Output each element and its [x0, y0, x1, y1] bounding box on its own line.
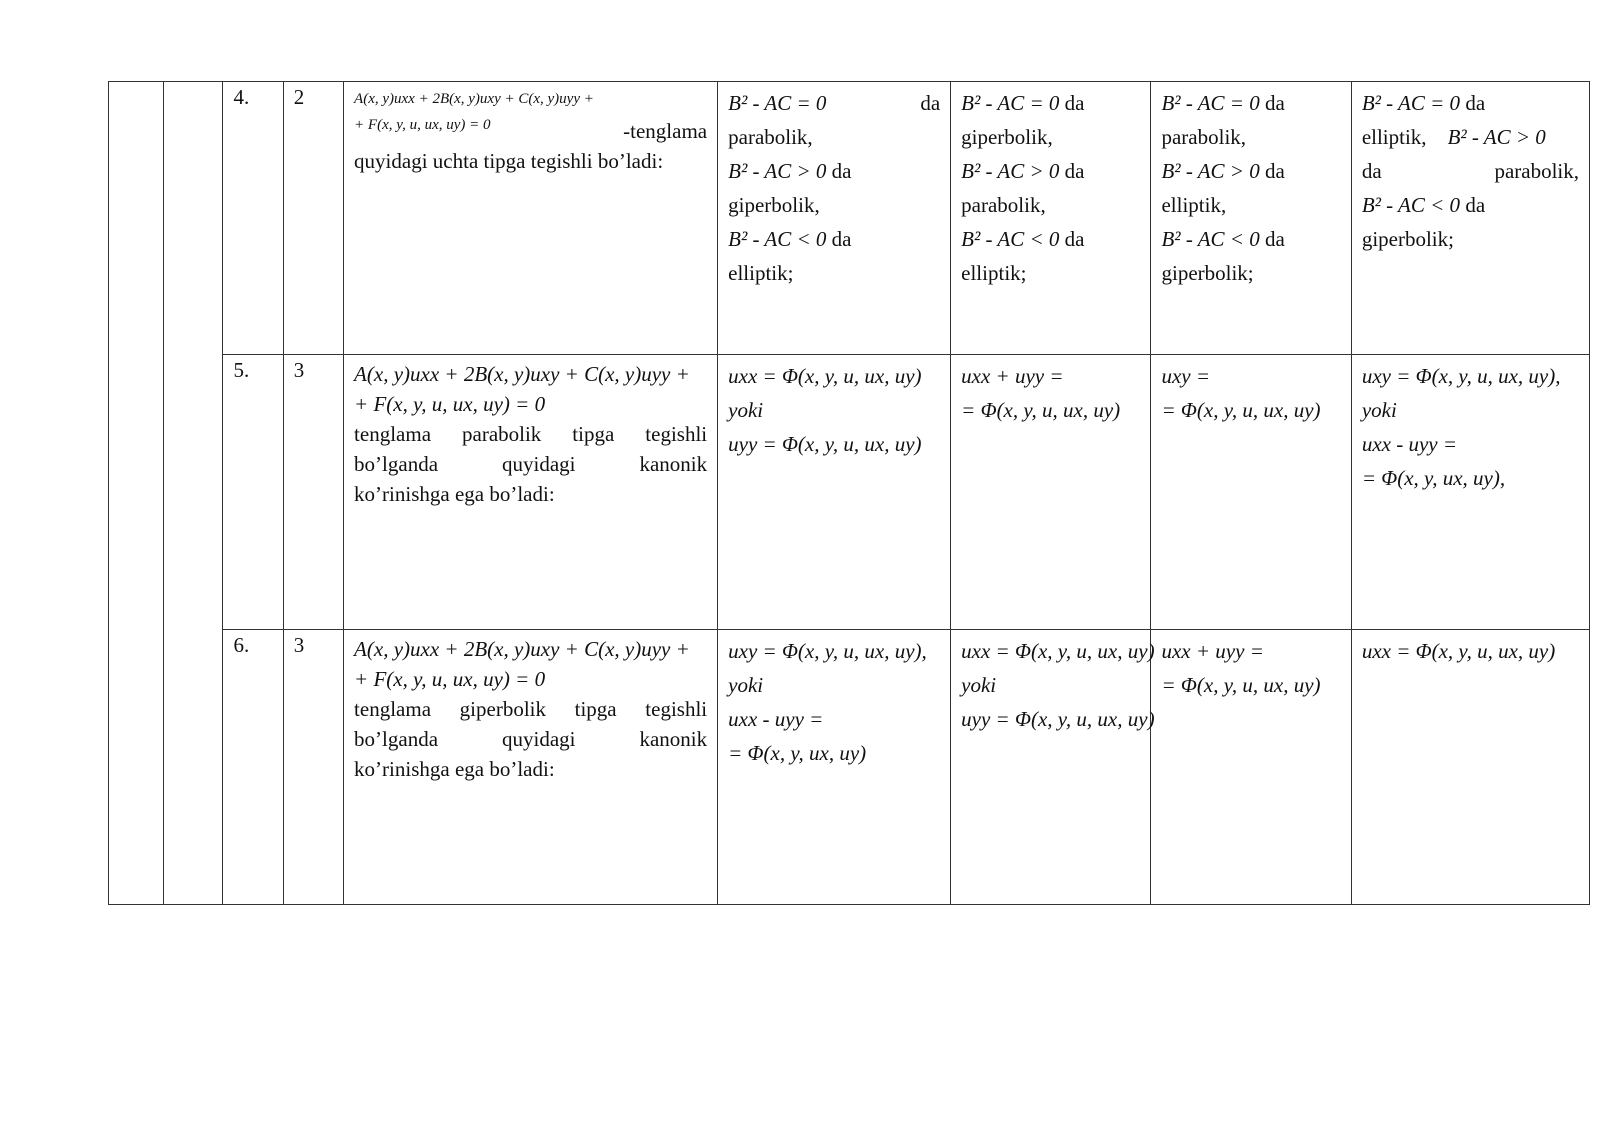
condition: B² - AC > 0	[1447, 125, 1546, 149]
question-body-3: ko’rinishga ega bo’ladi:	[354, 482, 555, 506]
answer-option-a	[718, 355, 951, 630]
formula: uyy = Φ(x, y, u, ux, uy)	[961, 707, 1155, 731]
answer-option-c	[1151, 630, 1351, 905]
da-label: da	[920, 91, 941, 115]
type-label: parabolik,	[728, 125, 813, 149]
da-label: da	[1465, 193, 1486, 217]
formula: = Φ(x, y, u, ux, uy)	[961, 398, 1121, 422]
question-points: 3	[283, 355, 343, 630]
blank-cell-1	[109, 82, 164, 905]
equation-line-1: A(x, y)uxx + 2B(x, y)uxy + C(x, y)uyy +	[354, 637, 690, 661]
equation-line-1: A(x, y)uxx + 2B(x, y)uxy + C(x, y)uyy +	[354, 91, 594, 107]
formula: = Φ(x, y, u, ux, uy)	[1161, 673, 1321, 697]
blank-cell-2	[164, 82, 223, 905]
yoki-label: yoki	[961, 673, 997, 697]
answer-option-d	[1351, 630, 1589, 905]
answer-option-b	[951, 82, 1151, 355]
question-text	[344, 630, 718, 905]
formula: uxx + uyy =	[961, 364, 1064, 388]
type-label: parabolik,	[1494, 159, 1579, 183]
yoki-label: yoki	[728, 398, 764, 422]
condition: B² - AC < 0	[728, 227, 827, 251]
question-points: 2	[283, 82, 343, 355]
yoki-label: yoki	[1361, 398, 1397, 422]
formula: uxx + uyy =	[1161, 639, 1264, 663]
answer-option-d	[1351, 355, 1589, 630]
da-label: da	[1064, 159, 1085, 183]
formula: uxx = Φ(x, y, u, ux, uy)	[961, 639, 1155, 663]
question-body-2: bo’lganda quyidagi kanonik	[354, 727, 708, 751]
type-label: giperbolik;	[1161, 261, 1254, 285]
answer-option-b	[951, 355, 1151, 630]
condition: B² - AC > 0	[1161, 159, 1260, 183]
type-label: elliptik;	[728, 261, 794, 285]
table-row-6	[109, 630, 1590, 905]
question-number: 5.	[223, 355, 283, 630]
type-label: elliptik,	[1161, 193, 1227, 217]
formula: uxy =	[1161, 364, 1211, 388]
condition: B² - AC = 0	[1161, 91, 1260, 115]
question-points: 3	[283, 630, 343, 905]
question-text	[344, 82, 718, 355]
answer-option-d	[1351, 82, 1589, 355]
question-text	[344, 355, 718, 630]
formula: = Φ(x, y, ux, uy),	[1361, 466, 1506, 490]
type-label: giperbolik,	[728, 193, 820, 217]
formula: uyy = Φ(x, y, u, ux, uy)	[728, 432, 922, 456]
type-label: parabolik,	[1161, 125, 1247, 149]
question-suffix: -tenglama	[623, 119, 708, 143]
da-label: da	[831, 159, 852, 183]
formula: uxx = Φ(x, y, u, ux, uy)	[728, 364, 922, 388]
answer-option-c	[1151, 82, 1351, 355]
table-row-5	[109, 355, 1590, 630]
condition: B² - AC > 0	[728, 159, 827, 183]
question-body-1: tenglama giperbolik tipga tegishli	[354, 697, 708, 721]
condition: B² - AC = 0	[961, 91, 1060, 115]
question-body: quyidagi uchta tipga tegishli bo’ladi:	[354, 149, 664, 173]
formula: uxy = Φ(x, y, u, ux, uy),	[728, 639, 927, 663]
answer-option-c	[1151, 355, 1351, 630]
formula: uxx = Φ(x, y, u, ux, uy)	[1361, 639, 1556, 663]
condition: B² - AC < 0	[1361, 193, 1461, 217]
equation-line-2: + F(x, y, u, ux, uy) = 0	[354, 117, 491, 133]
table-row-4	[109, 82, 1590, 355]
question-number: 4.	[223, 82, 283, 355]
da-label: da	[1064, 91, 1085, 115]
answer-option-a	[718, 82, 951, 355]
question-number: 6.	[223, 630, 283, 905]
question-table	[108, 81, 1590, 905]
formula: = Φ(x, y, u, ux, uy)	[1161, 398, 1321, 422]
question-body-1: tenglama parabolik tipga tegishli	[354, 422, 708, 446]
da-label: da	[1465, 91, 1486, 115]
equation-line-1: A(x, y)uxx + 2B(x, y)uxy + C(x, y)uyy +	[354, 362, 690, 386]
equation-line-2: + F(x, y, u, ux, uy) = 0	[354, 667, 546, 691]
da-label: da	[1264, 227, 1285, 251]
answer-option-b	[951, 630, 1155, 905]
equation-line-2: + F(x, y, u, ux, uy) = 0	[354, 392, 546, 416]
condition: B² - AC > 0	[961, 159, 1060, 183]
da-label: da	[1264, 159, 1285, 183]
type-label: giperbolik,	[961, 125, 1053, 149]
yoki-label: yoki	[728, 673, 764, 697]
da-label: da	[1264, 91, 1285, 115]
formula: uxx - uyy =	[728, 707, 824, 731]
type-label: elliptik,	[1361, 125, 1427, 149]
condition: B² - AC = 0	[728, 91, 827, 115]
formula: uxx - uyy =	[1361, 432, 1458, 456]
da-label: da	[1361, 159, 1382, 183]
condition: B² - AC = 0	[1361, 91, 1461, 115]
da-label: da	[831, 227, 852, 251]
type-label: elliptik;	[961, 261, 1027, 285]
formula: uxy = Φ(x, y, u, ux, uy),	[1361, 364, 1561, 388]
condition: B² - AC < 0	[961, 227, 1060, 251]
condition: B² - AC < 0	[1161, 227, 1260, 251]
type-label: parabolik,	[961, 193, 1046, 217]
answer-option-a	[718, 630, 951, 905]
question-body-2: bo’lganda quyidagi kanonik	[354, 452, 708, 476]
question-body-3: ko’rinishga ega bo’ladi:	[354, 757, 555, 781]
type-label: giperbolik;	[1361, 227, 1454, 251]
da-label: da	[1064, 227, 1085, 251]
formula: = Φ(x, y, ux, uy)	[728, 741, 867, 765]
